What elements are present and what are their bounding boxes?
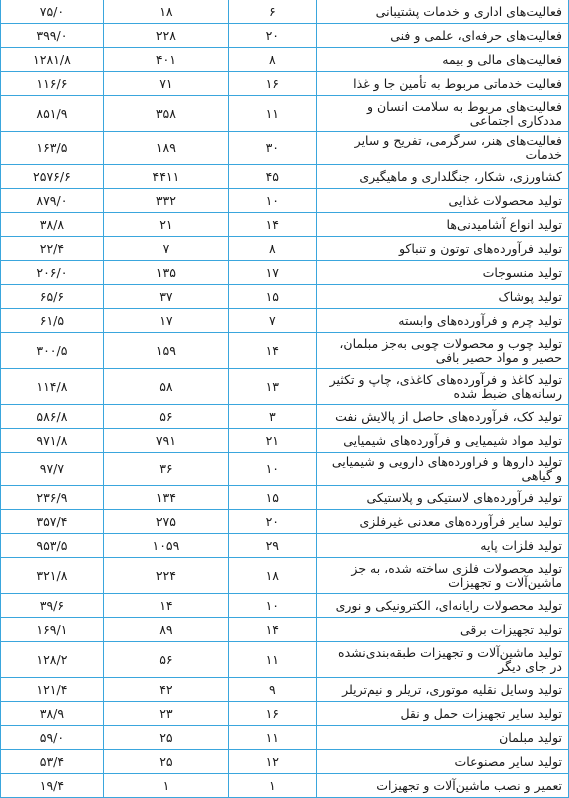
table-row	[1, 678, 569, 702]
table-row	[1, 594, 569, 618]
count-cell: ۱۵۹	[103, 333, 228, 369]
activity-cell: تولید فرآورده‌های لاستیکی و پلاستیکی	[316, 486, 568, 510]
value-cell: ۲۲/۴	[1, 237, 104, 261]
table-row	[1, 750, 569, 774]
units-cell: ۳	[229, 405, 317, 429]
activity-cell: تولید وسایل نقلیه موتوری، تریلر و نیم‌تریلر	[316, 678, 568, 702]
count-cell: ۷۹۱	[103, 429, 228, 453]
units-cell: ۱۴	[229, 213, 317, 237]
table-row	[1, 618, 569, 642]
table-row	[1, 48, 569, 72]
table-row	[1, 702, 569, 726]
table-row	[1, 486, 569, 510]
value-cell: ۶۱/۵	[1, 309, 104, 333]
value-cell: ۳۸/۹	[1, 702, 104, 726]
table-row	[1, 642, 569, 678]
activity-cell: تولید مبلمان	[316, 726, 568, 750]
units-cell: ۱۰	[229, 594, 317, 618]
table-row	[1, 405, 569, 429]
value-cell: ۱۲۸/۲	[1, 642, 104, 678]
table-row	[1, 558, 569, 594]
count-cell: ۴۲	[103, 678, 228, 702]
activity-cell: تولید کاغذ و فرآورده‌های کاغذی، چاپ و تکثیر رسانه‌های ضبط شده	[316, 369, 568, 405]
count-cell: ۱۷	[103, 309, 228, 333]
count-cell: ۱۸	[103, 0, 228, 24]
activity-cell: فعالیت‌های اداری و خدمات پشتیبانی	[316, 0, 568, 24]
value-cell: ۱۱۴/۸	[1, 369, 104, 405]
table-row	[1, 285, 569, 309]
count-cell: ۱۸۹	[103, 132, 228, 165]
units-cell: ۱۰	[229, 189, 317, 213]
table-row	[1, 309, 569, 333]
units-cell: ۳۰	[229, 132, 317, 165]
table-body	[1, 0, 569, 798]
table-row	[1, 189, 569, 213]
table-row	[1, 369, 569, 405]
value-cell: ۱۲۱/۴	[1, 678, 104, 702]
units-cell: ۲۱	[229, 429, 317, 453]
table-row	[1, 726, 569, 750]
activity-cell: تولید پوشاک	[316, 285, 568, 309]
table-row	[1, 96, 569, 132]
value-cell: ۱۲۸۱/۸	[1, 48, 104, 72]
units-cell: ۱۶	[229, 702, 317, 726]
table-row	[1, 213, 569, 237]
units-cell: ۱۲	[229, 750, 317, 774]
units-cell: ۱۷	[229, 261, 317, 285]
activity-cell: تولید سایر فرآورده‌های معدنی غیرفلزی	[316, 510, 568, 534]
table-row	[1, 132, 569, 165]
value-cell: ۹۷۱/۸	[1, 429, 104, 453]
units-cell: ۲۰	[229, 510, 317, 534]
activity-cell: فعالیت‌های حرفه‌ای، علمی و فنی	[316, 24, 568, 48]
value-cell: ۶۵/۶	[1, 285, 104, 309]
count-cell: ۷	[103, 237, 228, 261]
table-row	[1, 453, 569, 486]
count-cell: ۲۱	[103, 213, 228, 237]
count-cell: ۴۴۱۱	[103, 165, 228, 189]
value-cell: ۲۵۷۶/۶	[1, 165, 104, 189]
count-cell: ۳۵۸	[103, 96, 228, 132]
units-cell: ۸	[229, 237, 317, 261]
count-cell: ۱	[103, 774, 228, 798]
value-cell: ۱۶۹/۱	[1, 618, 104, 642]
activity-cell: فعالیت‌های مربوط به سلامت انسان و مددکاری اجتماعی	[316, 96, 568, 132]
count-cell: ۳۷	[103, 285, 228, 309]
value-cell: ۳۵۷/۴	[1, 510, 104, 534]
value-cell: ۱۶۳/۵	[1, 132, 104, 165]
value-cell: ۸۵۱/۹	[1, 96, 104, 132]
activity-cell: فعالیت‌های هنر، سرگرمی، تفریح و سایر خدمات	[316, 132, 568, 165]
count-cell: ۱۴	[103, 594, 228, 618]
units-cell: ۱۵	[229, 486, 317, 510]
activity-cell: تولید محصولات غذایی	[316, 189, 568, 213]
units-cell: ۱۱	[229, 726, 317, 750]
value-cell: ۳۰۰/۵	[1, 333, 104, 369]
activity-cell: تولید چوب و محصولات چوبی به‌جز مبلمان، حصیر و مواد حصیر بافی	[316, 333, 568, 369]
count-cell: ۵۶	[103, 405, 228, 429]
activity-cell: تعمیر و نصب ماشین‌آلات و تجهیزات	[316, 774, 568, 798]
count-cell: ۲۵	[103, 726, 228, 750]
table-row	[1, 261, 569, 285]
units-cell: ۱۶	[229, 72, 317, 96]
table-row	[1, 0, 569, 24]
count-cell: ۱۳۴	[103, 486, 228, 510]
value-cell: ۱۱۶/۶	[1, 72, 104, 96]
units-cell: ۱۵	[229, 285, 317, 309]
activity-cell: تولید تجهیزات برقی	[316, 618, 568, 642]
activity-cell: تولید داروها و فراورده‌های دارویی و شیمیایی و گیاهی	[316, 453, 568, 486]
count-cell: ۲۲۸	[103, 24, 228, 48]
count-cell: ۱۰۵۹	[103, 534, 228, 558]
count-cell: ۷۱	[103, 72, 228, 96]
activity-cell: تولید فرآورده‌های توتون و تنباکو	[316, 237, 568, 261]
activity-cell: فعالیت خدماتی مربوط به تأمین جا و غذا	[316, 72, 568, 96]
value-cell: ۵۳/۴	[1, 750, 104, 774]
value-cell: ۹۷/۷	[1, 453, 104, 486]
units-cell: ۲۰	[229, 24, 317, 48]
units-cell: ۱۸	[229, 558, 317, 594]
units-cell: ۱۴	[229, 618, 317, 642]
table-row	[1, 237, 569, 261]
units-cell: ۱۰	[229, 453, 317, 486]
activity-cell: تولید منسوجات	[316, 261, 568, 285]
units-cell: ۱۳	[229, 369, 317, 405]
value-cell: ۳۹۹/۰	[1, 24, 104, 48]
value-cell: ۹۵۳/۵	[1, 534, 104, 558]
value-cell: ۷۵/۰	[1, 0, 104, 24]
table-row	[1, 72, 569, 96]
units-cell: ۹	[229, 678, 317, 702]
value-cell: ۵۸۶/۸	[1, 405, 104, 429]
activity-cell: تولید سایر تجهیزات حمل و نقل	[316, 702, 568, 726]
units-cell: ۱	[229, 774, 317, 798]
table-row	[1, 429, 569, 453]
units-cell: ۷	[229, 309, 317, 333]
units-cell: ۸	[229, 48, 317, 72]
value-cell: ۳۸/۸	[1, 213, 104, 237]
activity-cell: تولید انواع آشامیدنی‌ها	[316, 213, 568, 237]
activity-cell: تولید چرم و فرآورده‌های وابسته	[316, 309, 568, 333]
units-cell: ۱۴	[229, 333, 317, 369]
value-cell: ۲۰۶/۰	[1, 261, 104, 285]
count-cell: ۳۳۲	[103, 189, 228, 213]
table-row	[1, 24, 569, 48]
units-cell: ۱۱	[229, 642, 317, 678]
count-cell: ۲۷۵	[103, 510, 228, 534]
table-row	[1, 774, 569, 798]
activity-cell: تولید فلزات پایه	[316, 534, 568, 558]
value-cell: ۵۹/۰	[1, 726, 104, 750]
count-cell: ۳۶	[103, 453, 228, 486]
value-cell: ۱۹/۴	[1, 774, 104, 798]
table-row	[1, 333, 569, 369]
activity-cell: فعالیت‌های مالی و بیمه	[316, 48, 568, 72]
activity-cell: تولید کک، فرآورده‌های حاصل از پالایش نفت	[316, 405, 568, 429]
value-cell: ۸۷۹/۰	[1, 189, 104, 213]
count-cell: ۲۲۴	[103, 558, 228, 594]
count-cell: ۸۹	[103, 618, 228, 642]
activity-cell: تولید ماشین‌آلات و تجهیزات طبقه‌بندی‌نشده در جای دیگر	[316, 642, 568, 678]
activity-cell: تولید سایر مصنوعات	[316, 750, 568, 774]
table-row	[1, 165, 569, 189]
count-cell: ۵۸	[103, 369, 228, 405]
count-cell: ۲۵	[103, 750, 228, 774]
activity-cell: تولید محصولات رایانه‌ای، الکترونیکی و نوری	[316, 594, 568, 618]
units-cell: ۶	[229, 0, 317, 24]
value-cell: ۳۲۱/۸	[1, 558, 104, 594]
units-cell: ۴۵	[229, 165, 317, 189]
activity-cell: تولید محصولات فلزی ساخته شده، به جز ماشین‌آلات و تجهیزات	[316, 558, 568, 594]
count-cell: ۴۰۱	[103, 48, 228, 72]
table-row	[1, 534, 569, 558]
count-cell: ۲۳	[103, 702, 228, 726]
table-row	[1, 510, 569, 534]
count-cell: ۱۳۵	[103, 261, 228, 285]
value-cell: ۲۳۶/۹	[1, 486, 104, 510]
value-cell: ۳۹/۶	[1, 594, 104, 618]
activity-cell: کشاورزی، شکار، جنگلداری و ماهیگیری	[316, 165, 568, 189]
units-cell: ۲۹	[229, 534, 317, 558]
units-cell: ۱۱	[229, 96, 317, 132]
activity-cell: تولید مواد شیمیایی و فرآورده‌های شیمیایی	[316, 429, 568, 453]
count-cell: ۵۶	[103, 642, 228, 678]
